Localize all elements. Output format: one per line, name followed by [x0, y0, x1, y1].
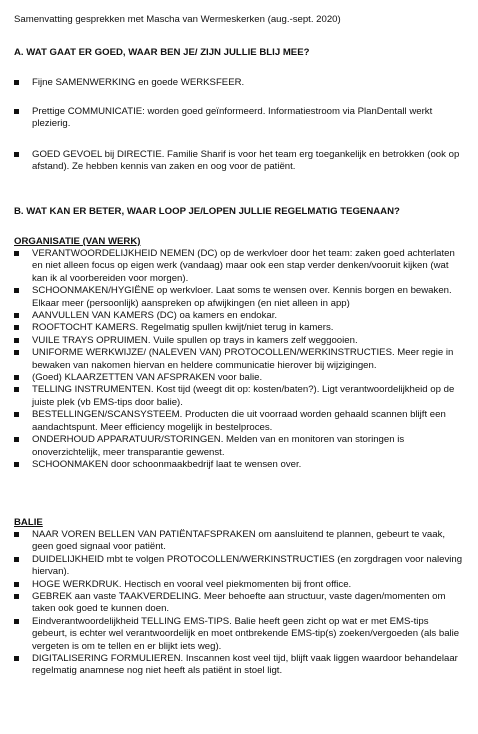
- bullet-icon: [14, 557, 19, 562]
- list-item: Eindverantwoordelijkheid TELLING EMS-TIPS. Balie heeft geen zicht op wat er met EMS-tips gebeurt, is echter wel verantwoordelijk en moet ontbrekende EMS-tip(s) zoeken/vergoeden (als balie vergeten is om te tellen en er blijkt iets weg).: [14, 616, 464, 653]
- bullet-icon: [14, 437, 19, 442]
- list-item: AANVULLEN VAN KAMERS (DC) oa kamers en endokar.: [14, 310, 464, 322]
- bullet-icon: [14, 375, 19, 380]
- list-item: DUIDELIJKHEID mbt te volgen PROTOCOLLEN/WERKINSTRUCTIES (en zorgdragen voor naleving hiervan).: [14, 554, 464, 579]
- bullet-icon: [14, 387, 19, 392]
- list-item: Fijne SAMENWERKING en goede WERKSFEER.: [14, 77, 464, 89]
- list-item: UNIFORME WERKWIJZE/ (NALEVEN VAN) PROTOCOLLEN/WERKINSTRUCTIES. Meer regie in bewaken van nakomen hiervan en heldere communicatie hierover bij wijzigingen.: [14, 347, 464, 372]
- list-item: SCHOONMAKEN/HYGIËNE op werkvloer. Laat soms te wensen over. Kennis borgen en bewaken. Elkaar meer (persoonlijk) aanspreken op afwijkingen (en niet alleen in app): [14, 285, 464, 310]
- list-item: TELLING INSTRUMENTEN. Kost tijd (weegt dit op: kosten/baten?). Ligt verantwoordelijkheid op de juiste plek (vb EMS-tips door balie).: [14, 384, 464, 409]
- bullet-icon: [14, 338, 19, 343]
- bullet-icon: [14, 152, 19, 157]
- bullet-icon: [14, 462, 19, 467]
- bullet-icon: [14, 350, 19, 355]
- bullet-icon: [14, 594, 19, 599]
- bullet-icon: [14, 532, 19, 537]
- list-item: (Goed) KLAARZETTEN VAN AFSPRAKEN voor balie.: [14, 372, 464, 384]
- document-title: Samenvatting gesprekken met Mascha van Wermeskerken (aug.-sept. 2020): [14, 14, 341, 25]
- list-item: Prettige COMMUNICATIE: worden goed geïnformeerd. Informatiestroom via PlanDentall werkt plezierig.: [14, 106, 464, 131]
- bullet-icon: [14, 313, 19, 318]
- balie-list: [14, 529, 464, 678]
- bullet-icon: [14, 251, 19, 256]
- list-item: ONDERHOUD APPARATUUR/STORINGEN. Melden van en monitoren van storingen is onoverzichtelijk, meer transparantie gewenst.: [14, 434, 464, 459]
- bullet-icon: [14, 412, 19, 417]
- list-item: VUILE TRAYS OPRUIMEN. Vuile spullen op trays in kamers zelf weggooien.: [14, 335, 464, 347]
- bullet-icon: [14, 80, 19, 85]
- bullet-icon: [14, 325, 19, 330]
- organisatie-heading: ORGANISATIE (VAN WERK): [14, 236, 141, 247]
- bullet-icon: [14, 288, 19, 293]
- list-item: NAAR VOREN BELLEN VAN PATIËNTAFSPRAKEN om aansluitend te plannen, gebeurt te vaak, geen goed signaal voor patiënt.: [14, 529, 464, 554]
- list-item: BESTELLINGEN/SCANSYSTEEM. Producten die uit voorraad worden gehaald scannen blijft een aandachtspunt. Meer efficiency mogelijk in bestelproces.: [14, 409, 464, 434]
- section-b-heading: B. WAT KAN ER BETER, WAAR LOOP JE/LOPEN JULLIE REGELMATIG TEGENAAN?: [14, 206, 400, 217]
- list-item: GEBREK aan vaste TAAKVERDELING. Meer behoefte aan structuur, vaste dagen/momenten om taken ook goed te kunnen doen.: [14, 591, 464, 616]
- list-item: DIGITALISERING FORMULIEREN. Inscannen kost veel tijd, blijft vaak liggen waardoor behandelaar regelmatig anamnese nog niet heeft als patiënt in stoel ligt.: [14, 653, 464, 678]
- list-item: GOED GEVOEL bij DIRECTIE. Familie Sharif is voor het team erg toegankelijk en betrokken (ook op afstand). Ze hebben kennis van zaken en oog voor de patiënt.: [14, 149, 464, 174]
- list-item: SCHOONMAKEN door schoonmaakbedrijf laat te wensen over.: [14, 459, 464, 471]
- section-a-heading: A. WAT GAAT ER GOED, WAAR BEN JE/ ZIJN JULLIE BLIJ MEE?: [14, 47, 310, 58]
- bullet-icon: [14, 619, 19, 624]
- balie-heading: BALIE: [14, 517, 43, 528]
- list-item: VERANTWOORDELIJKHEID NEMEN (DC) op de werkvloer door het team: zaken goed achterlaten en niet alleen focus op eigen werk (vandaag) maar ook een stap verder denken/vooruit kijken (wat kan ik al voorbereiden voor morgen).: [14, 248, 464, 285]
- bullet-icon: [14, 582, 19, 587]
- organisatie-list: [14, 248, 464, 471]
- bullet-icon: [14, 656, 19, 661]
- list-item: HOGE WERKDRUK. Hectisch en vooral veel piekmomenten bij front office.: [14, 579, 464, 591]
- list-item: ROOFTOCHT KAMERS. Regelmatig spullen kwijt/niet terug in kamers.: [14, 322, 464, 334]
- bullet-icon: [14, 109, 19, 114]
